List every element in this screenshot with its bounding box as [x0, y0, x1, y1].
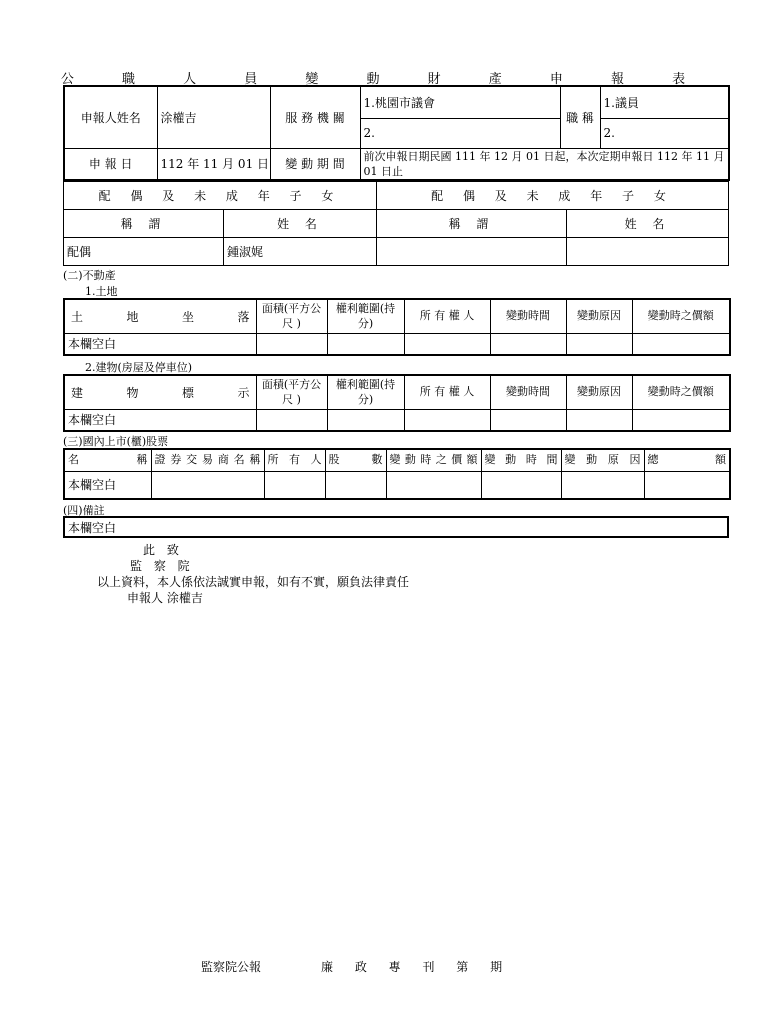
agency-2: 2.	[360, 118, 560, 148]
empty-cell	[481, 471, 561, 499]
land-col-location: 土 地 坐 落	[64, 299, 256, 333]
land-col-scope: 權利範圍(持 分)	[327, 299, 404, 333]
closing-line-1: 此 致	[143, 543, 183, 557]
agency-label: 服 務 機 關	[270, 86, 360, 148]
change-period-label: 變 動 期 間	[270, 148, 360, 180]
empty-cell	[644, 471, 730, 499]
empty-cell	[325, 471, 386, 499]
empty-cell	[327, 409, 404, 431]
stocks-col-owner: 所 有 人	[264, 449, 325, 471]
land-col-reason: 變動原因	[566, 299, 632, 333]
building-col-location: 建 物 標 示	[64, 375, 256, 409]
closing-line-2: 監 察 院	[130, 559, 194, 573]
stocks-col-name: 名 稱	[64, 449, 151, 471]
building-col-area: 面積(平方公 尺 )	[256, 375, 327, 409]
stocks-col-total: 總 額	[644, 449, 730, 471]
land-col-owner: 所 有 權 人	[404, 299, 490, 333]
family-section-right: 配 偶 及 未 成 年 子 女	[377, 182, 729, 210]
declarant-table	[63, 85, 730, 181]
family-table	[63, 181, 729, 266]
table-row	[64, 238, 729, 266]
building-heading: 2.建物(房屋及停車位)	[85, 361, 193, 374]
empty-cell	[151, 471, 264, 499]
land-col-time: 變動時間	[490, 299, 566, 333]
land-col-price: 變動時之價額	[632, 299, 730, 333]
empty-cell	[490, 333, 566, 355]
family-empty-cell	[567, 238, 729, 266]
stocks-col-broker: 證券交易商名稱	[151, 449, 264, 471]
building-col-time: 變動時間	[490, 375, 566, 409]
empty-cell	[566, 333, 632, 355]
stocks-empty: 本欄空白	[64, 471, 151, 499]
family-col-name-right: 姓 名	[567, 210, 729, 238]
building-col-scope: 權利範圍(持 分)	[327, 375, 404, 409]
family-empty-cell	[377, 238, 567, 266]
footer-issue: 廉 政 專 刊 第 期	[321, 960, 512, 974]
building-col-reason: 變動原因	[566, 375, 632, 409]
stocks-heading: (三)國內上市(櫃)股票	[63, 435, 169, 448]
change-period-value: 前次申報日期民國 111 年 12 月 01 日起，本次定期申報日 112 年 11 月 01 日止	[360, 148, 729, 180]
stocks-table	[63, 448, 731, 500]
building-col-price: 變動時之價額	[632, 375, 730, 409]
empty-cell	[264, 471, 325, 499]
stocks-col-time: 變 動 時 間	[481, 449, 561, 471]
empty-cell	[490, 409, 566, 431]
family-section-left: 配 偶 及 未 成 年 子 女	[64, 182, 377, 210]
building-empty: 本欄空白	[64, 409, 256, 431]
family-col-relation: 稱 謂	[64, 210, 224, 238]
declarant-name-label: 申報人姓名	[64, 86, 157, 148]
empty-cell	[632, 333, 730, 355]
declarant-name-value: 涂權吉	[157, 86, 270, 148]
position-2: 2.	[600, 118, 729, 148]
stocks-col-price: 變動時之價額	[386, 449, 481, 471]
position-label: 職 稱	[560, 86, 600, 148]
empty-cell	[632, 409, 730, 431]
land-table	[63, 298, 731, 356]
page-title: 公 職 人 員 變 動 財 產 申 報 表	[60, 72, 708, 87]
building-col-owner: 所 有 權 人	[404, 375, 490, 409]
family-col-relation-right: 稱 謂	[377, 210, 567, 238]
family-col-name: 姓 名	[224, 210, 377, 238]
table-row	[64, 409, 730, 431]
footer-publication: 監察院公報	[201, 960, 262, 974]
table-row	[64, 333, 730, 355]
family-relation: 配偶	[64, 238, 224, 266]
empty-cell	[386, 471, 481, 499]
empty-cell	[256, 409, 327, 431]
table-row	[64, 471, 730, 499]
closing-signature: 申報人 涂權吉	[127, 591, 203, 605]
empty-cell	[327, 333, 404, 355]
remarks-table	[63, 516, 729, 538]
empty-cell	[561, 471, 644, 499]
empty-cell	[404, 409, 490, 431]
building-table	[63, 374, 731, 432]
declaration-date-value: 112 年 11 月 01 日	[157, 148, 270, 180]
empty-cell	[256, 333, 327, 355]
land-empty: 本欄空白	[64, 333, 256, 355]
remarks-heading: (四)備註	[63, 504, 105, 517]
land-heading: 1.土地	[85, 285, 118, 298]
stocks-col-shares: 股 數	[325, 449, 386, 471]
empty-cell	[404, 333, 490, 355]
empty-cell	[566, 409, 632, 431]
declaration-date-label: 申 報 日	[64, 148, 157, 180]
land-col-area: 面積(平方公 尺 )	[256, 299, 327, 333]
agency-1: 1.桃園市議會	[360, 86, 560, 118]
family-name: 鍾淑娓	[224, 238, 377, 266]
remarks-value: 本欄空白	[64, 517, 728, 537]
position-1: 1.議員	[600, 86, 729, 118]
real-estate-heading: (二)不動產	[63, 269, 116, 282]
closing-line-3: 以上資料，本人係依法誠實申報，如有不實，願負法律責任	[97, 575, 410, 589]
stocks-col-reason: 變 動 原 因	[561, 449, 644, 471]
